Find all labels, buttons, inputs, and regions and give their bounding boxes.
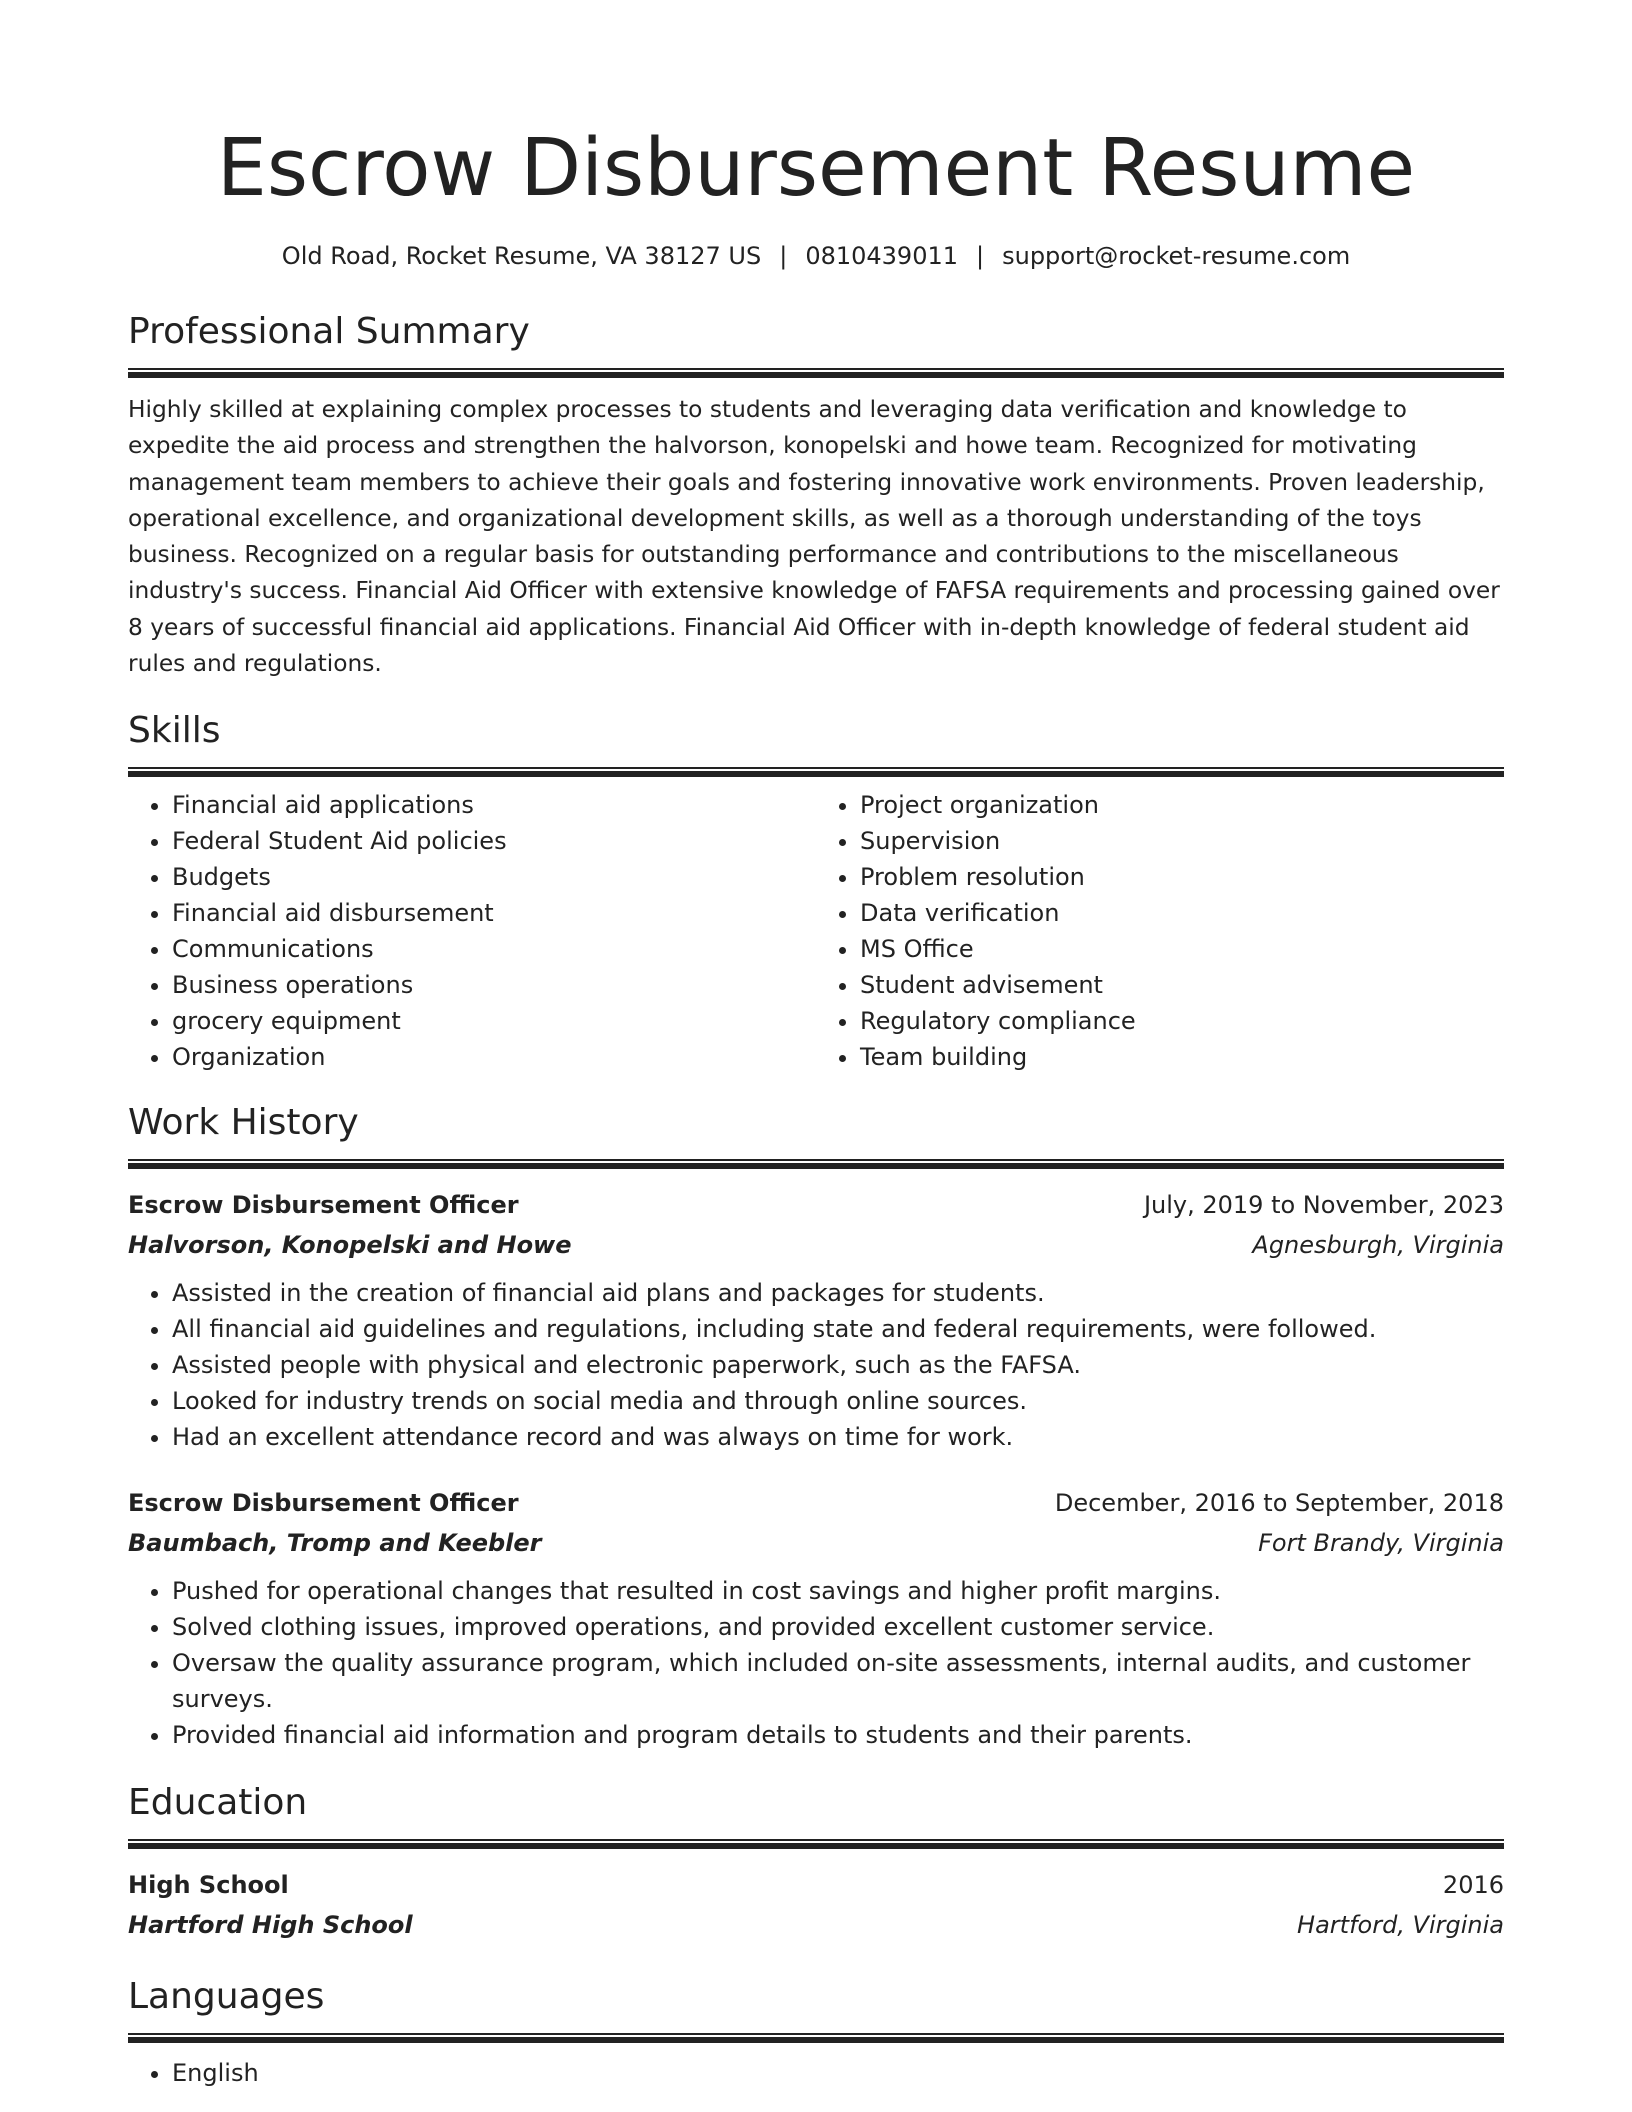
job-location: Agnesburgh, Virginia [1252, 1231, 1504, 1260]
summary-section [128, 310, 1504, 682]
skill-item: • Data verification [860, 895, 1504, 931]
contact-phone: 0810439011 [805, 242, 959, 270]
job-bullet: • Assisted people with physical and electronic paperwork, such as the FAFSA. [172, 1347, 1504, 1383]
job-bullet: • Oversaw the quality assurance program, which included on-site assessments, internal audits, and customer surveys. [172, 1645, 1504, 1717]
skill-item: • Supervision [860, 823, 1504, 859]
skills-section [128, 709, 1504, 1075]
job-bullet: • Assisted in the creation of financial aid plans and packages for students. [172, 1275, 1504, 1311]
section-divider [128, 2033, 1504, 2043]
job-bullets [128, 1573, 1504, 1753]
skill-item: • Business operations [172, 967, 816, 1003]
skill-item: • Communications [172, 931, 816, 967]
education-location: Hartford, Virginia [1297, 1911, 1504, 1940]
skill-item: • Federal Student Aid policies [172, 823, 816, 859]
section-divider [128, 368, 1504, 378]
education-heading: Education [128, 1782, 308, 1824]
job-dates: December, 2016 to September, 2018 [1054, 1489, 1504, 1518]
skills-heading: Skills [128, 710, 221, 752]
skill-item: • Financial aid disbursement [172, 895, 816, 931]
job-title: Escrow Disbursement Officer [128, 1489, 519, 1518]
job-entry [128, 1185, 1504, 1455]
education-school: Hartford High School [128, 1911, 413, 1940]
job-bullet: • All financial aid guidelines and regulations, including state and federal requirements, were followed. [172, 1311, 1504, 1347]
education-section [128, 1781, 1504, 1945]
skills-list-right [816, 787, 1504, 1075]
contact-line [128, 240, 1504, 272]
contact-separator: | [779, 242, 788, 270]
skill-item: • Team building [860, 1039, 1504, 1075]
job-bullet: • Solved clothing issues, improved operations, and provided excellent customer service. [172, 1609, 1504, 1645]
contact-email: support@rocket-resume.com [1002, 242, 1351, 270]
education-year: 2016 [1442, 1871, 1504, 1900]
summary-heading: Professional Summary [128, 311, 530, 352]
education-entry [128, 1865, 1504, 1945]
skill-item: • Budgets [172, 859, 816, 895]
job-dates: July, 2019 to November, 2023 [1143, 1191, 1504, 1220]
section-divider [128, 1839, 1504, 1849]
languages-section [128, 1975, 1504, 2091]
education-degree: High School [128, 1871, 289, 1900]
skill-item: • Student advisement [860, 967, 1504, 1003]
skill-item: • Project organization [860, 787, 1504, 823]
job-header-row [128, 1483, 1504, 1523]
section-divider [128, 767, 1504, 777]
work-heading: Work History [128, 1102, 359, 1144]
skills-columns [128, 787, 1504, 1075]
language-item: • English [172, 2055, 1504, 2091]
education-school-row [128, 1905, 1504, 1945]
job-company-row [128, 1225, 1504, 1265]
skill-item: • Financial aid applications [172, 787, 816, 823]
skill-item: • Problem resolution [860, 859, 1504, 895]
job-bullets [128, 1275, 1504, 1455]
job-bullet: • Looked for industry trends on social media and through online sources. [172, 1383, 1504, 1419]
skill-item: • Organization [172, 1039, 816, 1075]
section-divider [128, 1159, 1504, 1169]
education-header-row [128, 1865, 1504, 1905]
work-section [128, 1101, 1504, 1753]
job-location: Fort Brandy, Virginia [1258, 1529, 1504, 1558]
job-bullet: • Provided financial aid information and program details to students and their parents. [172, 1717, 1504, 1753]
job-entry [128, 1483, 1504, 1753]
summary-text: Highly skilled at explaining complex processes to students and leveraging data verification and knowledge to expedite the aid process and strengthen the halvorson, konopelski and howe team. Recognized for motivating management team members to achieve their goals and fostering innovative work environments. Proven leadership, operational excellence, and organizational development skills, as well as a thorough understanding of the toys business. Recognized on a regular basis for outstanding performance and contributions to the miscellaneous industry's success. Financial Aid Officer with extensive knowledge of FAFSA requirements and processing gained over 8 years of successful financial aid applications. Financial Aid Officer with in-depth knowledge of federal student aid rules and regulations. [128, 396, 1500, 678]
resume-title: Escrow Disbursement Resume [216, 122, 1416, 214]
languages-list [128, 2055, 1504, 2091]
job-company: Halvorson, Konopelski and Howe [128, 1231, 572, 1260]
job-bullet: • Pushed for operational changes that resulted in cost savings and higher profit margins. [172, 1573, 1504, 1609]
job-bullet: • Had an excellent attendance record and was always on time for work. [172, 1419, 1504, 1455]
skill-item: • grocery equipment [172, 1003, 816, 1039]
skill-item: • MS Office [860, 931, 1504, 967]
contact-separator: | [976, 242, 985, 270]
skill-item: • Regulatory compliance [860, 1003, 1504, 1039]
job-company: Baumbach, Tromp and Keebler [128, 1529, 542, 1558]
job-company-row [128, 1523, 1504, 1563]
skills-list-left [128, 787, 816, 1075]
contact-address: Old Road, Rocket Resume, VA 38127 US [281, 242, 762, 270]
job-title: Escrow Disbursement Officer [128, 1191, 519, 1220]
languages-heading: Languages [128, 1976, 325, 2018]
job-header-row [128, 1185, 1504, 1225]
